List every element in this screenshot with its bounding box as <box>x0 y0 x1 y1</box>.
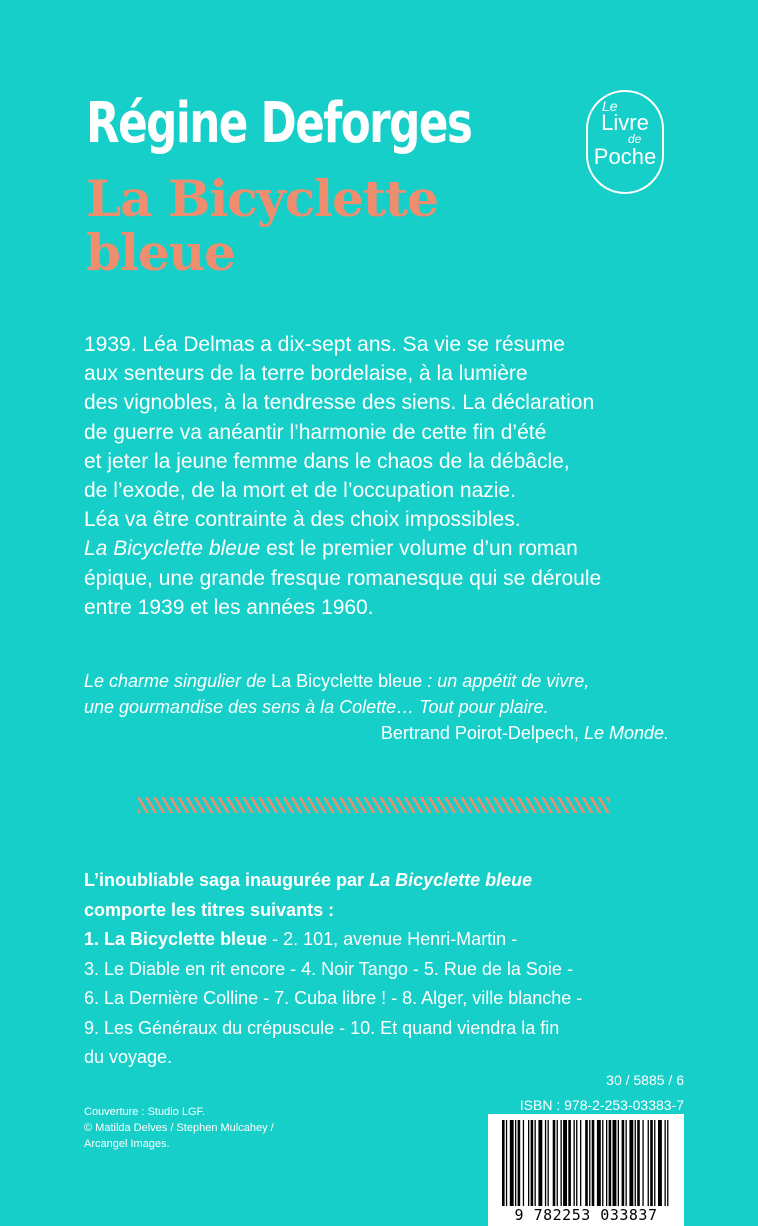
quote-line-2-text: une gourmandise des sens à la Colette… Tout pour plaire. <box>84 697 549 717</box>
barcode-bar <box>648 1120 649 1206</box>
barcode-bar <box>548 1120 549 1206</box>
logo-de: de <box>628 132 642 146</box>
author-name: Régine Deforges <box>86 91 472 156</box>
barcode-bar <box>557 1120 558 1206</box>
quote-line-1 <box>84 668 669 694</box>
barcode-bar <box>635 1120 636 1206</box>
barcode-bar <box>528 1120 529 1206</box>
barcode-bar <box>609 1120 612 1206</box>
barcode-bar <box>629 1120 633 1206</box>
barcode-bar <box>665 1120 666 1206</box>
blurb-line: de guerre va anéantir l’harmonie de cette fin d’été <box>84 420 547 444</box>
blurb-line: Léa va être contrainte à des choix impossibles. <box>84 508 521 532</box>
barcode-bar <box>667 1120 668 1206</box>
blurb-line: de l’exode, de la mort et de l’occupation nazie. <box>84 479 516 503</box>
barcode-bar <box>626 1120 627 1206</box>
quote-line-2 <box>84 694 669 720</box>
blurb-line: épique, une grande fresque romanesque qui se déroule <box>84 566 602 590</box>
barcode-bar <box>618 1120 619 1206</box>
publisher-logo <box>586 90 664 194</box>
barcode-bar <box>585 1120 588 1206</box>
press-quote <box>84 668 669 746</box>
barcode-bar <box>568 1120 571 1206</box>
barcode-bar <box>502 1120 505 1206</box>
saga-intro-line-1 <box>84 866 684 896</box>
quote-part-1: Le charme singulier de <box>84 671 272 691</box>
barcode-bar <box>515 1120 516 1206</box>
blurb-line: 1939. Léa Delmas a dix-sept ans. Sa vie se résume <box>84 333 565 356</box>
saga-line: du voyage. <box>84 1047 173 1067</box>
quote-source <box>84 720 669 746</box>
barcode-bar <box>654 1120 655 1206</box>
cover-credits <box>84 1104 274 1152</box>
blurb-italic-title: La Bicyclette bleue <box>84 537 261 561</box>
logo-livre: Livre <box>601 110 649 135</box>
barcode-bar <box>637 1120 640 1206</box>
barcode-bar <box>580 1120 581 1206</box>
barcode-bar <box>563 1120 567 1206</box>
blurb-line: des vignobles, à la tendresse des siens. La déclaration <box>84 391 595 415</box>
barcode-bar <box>642 1120 643 1206</box>
barcode-bar <box>592 1120 595 1206</box>
saga-line: 9. Les Généraux du crépuscule - 10. Et quand viendra la fin <box>84 1017 560 1038</box>
blurb-line: et jeter la jeune femme dans le chaos de la débâcle, <box>84 449 570 473</box>
quote-title: La Bicyclette bleue <box>271 671 423 691</box>
barcode-bar <box>545 1120 546 1206</box>
barcode-bar <box>622 1120 625 1206</box>
quote-publication: Le Monde. <box>583 723 669 743</box>
barcode-bar <box>597 1120 601 1206</box>
blurb <box>84 330 684 622</box>
barcode-bar <box>561 1120 562 1206</box>
logo-le: Le <box>602 98 618 114</box>
saga-intro-line-2: comporte les titres suivants : <box>84 899 335 920</box>
barcode-bar <box>606 1120 607 1206</box>
saga-line-rest: - 2. 101, avenue Henri-Martin - <box>267 929 518 949</box>
saga-line: 6. La Dernière Colline - 7. Cuba libre ! - 8. Alger, ville blanche - <box>84 988 583 1008</box>
barcode-bar <box>535 1120 536 1206</box>
saga-first-title: 1. La Bicyclette bleue <box>84 929 268 949</box>
blurb-line <box>84 534 684 563</box>
barcode-bar <box>602 1120 603 1206</box>
barcode-bar <box>576 1120 577 1206</box>
barcode-number: 9 782253 033837 <box>488 1206 684 1224</box>
barcode-bar <box>574 1120 575 1206</box>
quote-part-2: : un appétit de vivre, <box>422 671 590 691</box>
credit-line: © Matilda Delves / Stephen Mulcahey / <box>84 1122 274 1134</box>
barcode-bar <box>510 1120 514 1206</box>
publisher-codes <box>520 1068 684 1118</box>
barcode-bar <box>553 1120 556 1206</box>
blurb-line: entre 1939 et les années 1960. <box>84 595 374 619</box>
credit-line: Couverture : Studio LGF. <box>84 1106 206 1118</box>
hatched-divider <box>138 797 610 813</box>
barcode-bar <box>658 1120 662 1206</box>
quote-author: Bertrand Poirot-Delpech, <box>380 723 584 743</box>
isbn: ISBN : 978-2-253-03383-7 <box>519 1097 684 1113</box>
barcode-bar <box>538 1120 542 1206</box>
barcode-bar <box>506 1120 507 1206</box>
reference-code: 30 / 5885 / 6 <box>606 1072 684 1088</box>
barcode-bar <box>589 1120 590 1206</box>
blurb-line-rest: est le premier volume d’un roman <box>260 537 578 561</box>
saga-line: 3. Le Diable en rit encore - 4. Noir Tango - 5. Rue de la Soie - <box>84 958 573 979</box>
saga-intro-title: La Bicyclette bleue <box>369 870 533 890</box>
saga-line <box>84 925 684 955</box>
book-title-line-2: bleue <box>86 223 235 282</box>
book-title-line-1: La Bicyclette <box>86 169 438 228</box>
barcode-bar <box>650 1120 653 1206</box>
saga-intro-text: L’inoubliable saga inaugurée par <box>84 870 370 890</box>
credit-line: Arcangel Images. <box>84 1138 170 1150</box>
barcode-bar <box>523 1120 524 1206</box>
saga-list <box>84 866 684 1073</box>
barcode <box>488 1114 684 1226</box>
barcode-bar <box>613 1120 617 1206</box>
book-title <box>86 169 438 282</box>
logo-poche: Poche <box>593 144 657 169</box>
barcode-bar <box>531 1120 534 1206</box>
barcode-bar <box>518 1120 521 1206</box>
blurb-line: aux senteurs de la terre bordelaise, à la lumière <box>84 362 528 386</box>
